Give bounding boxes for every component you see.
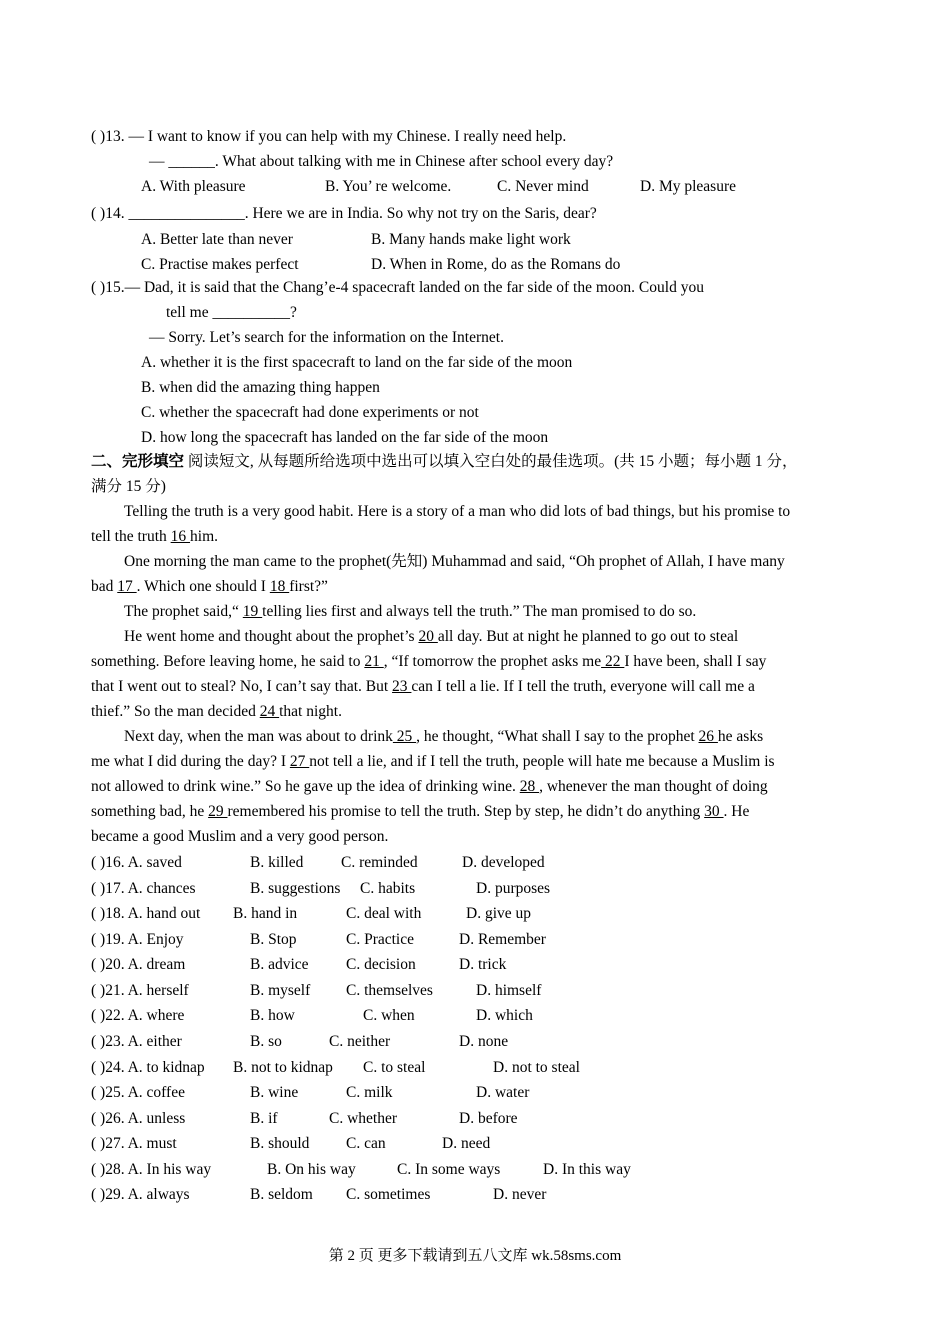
choice-option-b: B. hand in — [233, 905, 298, 922]
passage-line — [91, 702, 342, 722]
passage-text: he asks — [717, 728, 764, 745]
section2-instruction: 阅读短文, 从每题所给选项中选出可以填入空白处的最佳选项。(共 15 小题；每小题 1 分， — [184, 453, 798, 470]
passage-text: The prophet said,“ — [124, 603, 243, 620]
choice-option-c: C. sometimes — [346, 1186, 431, 1203]
choice-option-b: B. so — [250, 1033, 282, 1050]
passage-text: that night. — [279, 703, 342, 720]
passage-text: , whenever the man thought of doing — [539, 778, 768, 795]
choice-number: ( )26. A. unless — [91, 1110, 186, 1127]
blank-20: 20 — [418, 628, 438, 645]
q13-option-b: B. You’ re welcome. — [325, 178, 452, 195]
passage-text: . He — [723, 803, 750, 820]
passage-text: thief.” So the man decided — [91, 703, 260, 720]
choice-option-c: C. habits — [360, 880, 416, 897]
choice-option-b: B. advice — [250, 956, 309, 973]
choice-number: ( )17. A. chances — [91, 880, 196, 897]
choice-option-d: D. give up — [466, 905, 532, 922]
choice-option-c: C. whether — [329, 1110, 398, 1127]
passage-text: that I went out to steal? No, I can’t say that. But — [91, 678, 393, 695]
choice-option-b: B. On his way — [267, 1161, 356, 1178]
choice-option-d: D. never — [493, 1186, 547, 1203]
choice-option-c: C. can — [346, 1135, 386, 1152]
choice-option-c: C. In some ways — [397, 1161, 501, 1178]
choice-option-b: B. if — [250, 1110, 278, 1127]
passage-text: something bad, he — [91, 803, 209, 820]
choice-option-d: D. himself — [476, 982, 542, 999]
q15-stem: ( )15.— Dad, it is said that the Chang’e-4 spacecraft landed on the far side of the moon. Could you — [91, 279, 704, 296]
q14-option-d: D. When in Rome, do as the Romans do — [371, 256, 621, 273]
passage-text: can I tell a lie. If I tell the truth, everyone will call me a — [411, 678, 755, 695]
blank-25: 25 — [392, 728, 417, 745]
q15-option-c: C. whether the spacecraft had done experiments or not — [141, 404, 479, 421]
passage-line — [124, 627, 738, 647]
passage-line — [91, 677, 755, 697]
blank-30: 30 — [704, 803, 724, 820]
choice-number: ( )16. A. saved — [91, 854, 182, 871]
q15-reply: — Sorry. Let’s search for the information on the Internet. — [149, 329, 504, 346]
passage-text: , he thought, “What shall I say to the prophet — [416, 728, 699, 745]
q14-option-c: C. Practise makes perfect — [141, 256, 299, 273]
choice-option-c: C. themselves — [346, 982, 433, 999]
choice-number: ( )22. A. where — [91, 1007, 185, 1024]
section2-instruction-cont: 满分 15 分) — [91, 478, 166, 495]
blank-24: 24 — [259, 703, 280, 720]
q13-stem: ( )13. — I want to know if you can help with my Chinese. I really need help. — [91, 128, 567, 145]
choice-option-d: D. before — [459, 1110, 518, 1127]
q13-option-a: A. With pleasure — [141, 178, 246, 195]
choice-option-b: B. how — [250, 1007, 295, 1024]
passage-text: remembered his promise to tell the truth. Step by step, he didn’t do anything — [227, 803, 705, 820]
choice-option-b: B. killed — [250, 854, 304, 871]
choice-option-c: C. decision — [346, 956, 416, 973]
choice-number: ( )27. A. must — [91, 1135, 177, 1152]
choice-number: ( )18. A. hand out — [91, 905, 201, 922]
choice-option-d: D. not to steal — [493, 1059, 580, 1076]
section2-title: 二、完形填空 — [91, 453, 185, 470]
choice-number: ( )29. A. always — [91, 1186, 190, 1203]
choice-option-c: C. neither — [329, 1033, 391, 1050]
passage-text: telling lies first and always tell the truth.” The man promised to do so. — [262, 603, 697, 620]
choice-option-c: C. Practice — [346, 931, 415, 948]
section2-heading — [91, 452, 798, 472]
passage-line — [91, 527, 218, 547]
blank-21: 21 — [364, 653, 384, 670]
q15-option-a: A. whether it is the first spacecraft to land on the far side of the moon — [141, 354, 573, 371]
q14-option-b: B. Many hands make light work — [371, 231, 571, 248]
choice-option-b: B. not to kidnap — [233, 1059, 333, 1076]
page-footer: 第 2 页 更多下载请到五八文库 wk.58sms.com — [328, 1248, 622, 1264]
q14-stem: ( )14. _______________. Here we are in India. So why not try on the Saris, dear? — [91, 205, 597, 222]
passage-text: first?” — [289, 578, 328, 595]
q13-reply: — ______. What about talking with me in Chinese after school every day? — [149, 153, 614, 170]
passage-line — [91, 652, 766, 672]
choice-option-c: C. when — [363, 1007, 415, 1024]
choice-option-b: B. suggestions — [250, 880, 341, 897]
passage-line — [91, 752, 775, 772]
blank-29: 29 — [208, 803, 228, 820]
q15-option-b: B. when did the amazing thing happen — [141, 379, 380, 396]
passage-text: Next day, when the man was about to drink — [124, 728, 393, 745]
passage-text: me what I did during the day? I — [91, 753, 290, 770]
choice-option-c: C. deal with — [346, 905, 422, 922]
choice-option-c: C. reminded — [341, 854, 418, 871]
blank-26: 26 — [698, 728, 718, 745]
blank-17: 17 — [117, 578, 137, 595]
passage-line — [91, 577, 328, 597]
choice-option-d: D. purposes — [476, 880, 551, 897]
blank-19: 19 — [242, 603, 263, 620]
passage-line — [124, 727, 763, 747]
passage-text: him. — [190, 528, 219, 545]
choice-option-d: D. trick — [459, 956, 507, 973]
choice-option-d: D. water — [476, 1084, 530, 1101]
choice-option-d: D. which — [476, 1007, 533, 1024]
passage-text: , “If tomorrow the prophet asks me — [383, 653, 602, 670]
choice-option-b: B. should — [250, 1135, 310, 1152]
q14-option-a: A. Better late than never — [141, 231, 293, 248]
blank-23: 23 — [392, 678, 412, 695]
blank-28: 28 — [519, 778, 540, 795]
choice-number: ( )20. A. dream — [91, 956, 186, 973]
choice-option-b: B. Stop — [250, 931, 297, 948]
passage-line — [91, 802, 749, 822]
choice-option-c: C. to steal — [363, 1059, 426, 1076]
choice-number: ( )21. A. herself — [91, 982, 189, 999]
q13-option-c: C. Never mind — [497, 178, 589, 195]
choice-option-b: B. seldom — [250, 1186, 313, 1203]
passage-text: . Which one should I — [136, 578, 270, 595]
passage-line: became a good Muslim and a very good person. — [91, 828, 389, 845]
choice-option-d: D. need — [442, 1135, 491, 1152]
choice-option-d: D. In this way — [543, 1161, 631, 1178]
blank-27: 27 — [289, 753, 310, 770]
passage-text: bad — [91, 578, 118, 595]
choice-number: ( )23. A. either — [91, 1033, 182, 1050]
q13-option-d: D. My pleasure — [640, 178, 736, 195]
passage-text: not allowed to drink wine.” So he gave up the idea of drinking wine. — [91, 778, 520, 795]
choice-option-d: D. none — [459, 1033, 509, 1050]
passage-line: One morning the man came to the prophet(先知) Muhammad and said, “Oh prophet of Allah, I have many — [124, 553, 785, 570]
choice-number: ( )28. A. In his way — [91, 1161, 212, 1178]
q15-stem-cont: tell me __________? — [166, 304, 297, 321]
blank-18: 18 — [269, 578, 290, 595]
passage-line — [91, 777, 768, 797]
choice-option-b: B. wine — [250, 1084, 299, 1101]
passage-text: tell the truth — [91, 528, 171, 545]
choice-option-d: D. Remember — [459, 931, 546, 948]
passage-text: He went home and thought about the prophet’s — [124, 628, 419, 645]
passage-text: something. Before leaving home, he said to — [91, 653, 365, 670]
passage-line: Telling the truth is a very good habit. Here is a story of a man who did lots of bad things, but his promise to — [124, 503, 791, 520]
choice-number: ( )19. A. Enjoy — [91, 931, 184, 948]
choice-number: ( )25. A. coffee — [91, 1084, 185, 1101]
passage-line — [124, 602, 696, 622]
passage-text: not tell a lie, and if I tell the truth, people will hate me because a Muslim is — [309, 753, 775, 770]
blank-16: 16 — [170, 528, 191, 545]
passage-text: I have been, shall I say — [624, 653, 767, 670]
passage-text: all day. But at night he planned to go out to steal — [437, 628, 739, 645]
choice-option-b: B. myself — [250, 982, 311, 999]
choice-option-d: D. developed — [462, 854, 545, 871]
blank-22: 22 — [601, 653, 625, 670]
choice-option-c: C. milk — [346, 1084, 393, 1101]
choice-number: ( )24. A. to kidnap — [91, 1059, 205, 1076]
q15-option-d: D. how long the spacecraft has landed on the far side of the moon — [141, 429, 549, 446]
